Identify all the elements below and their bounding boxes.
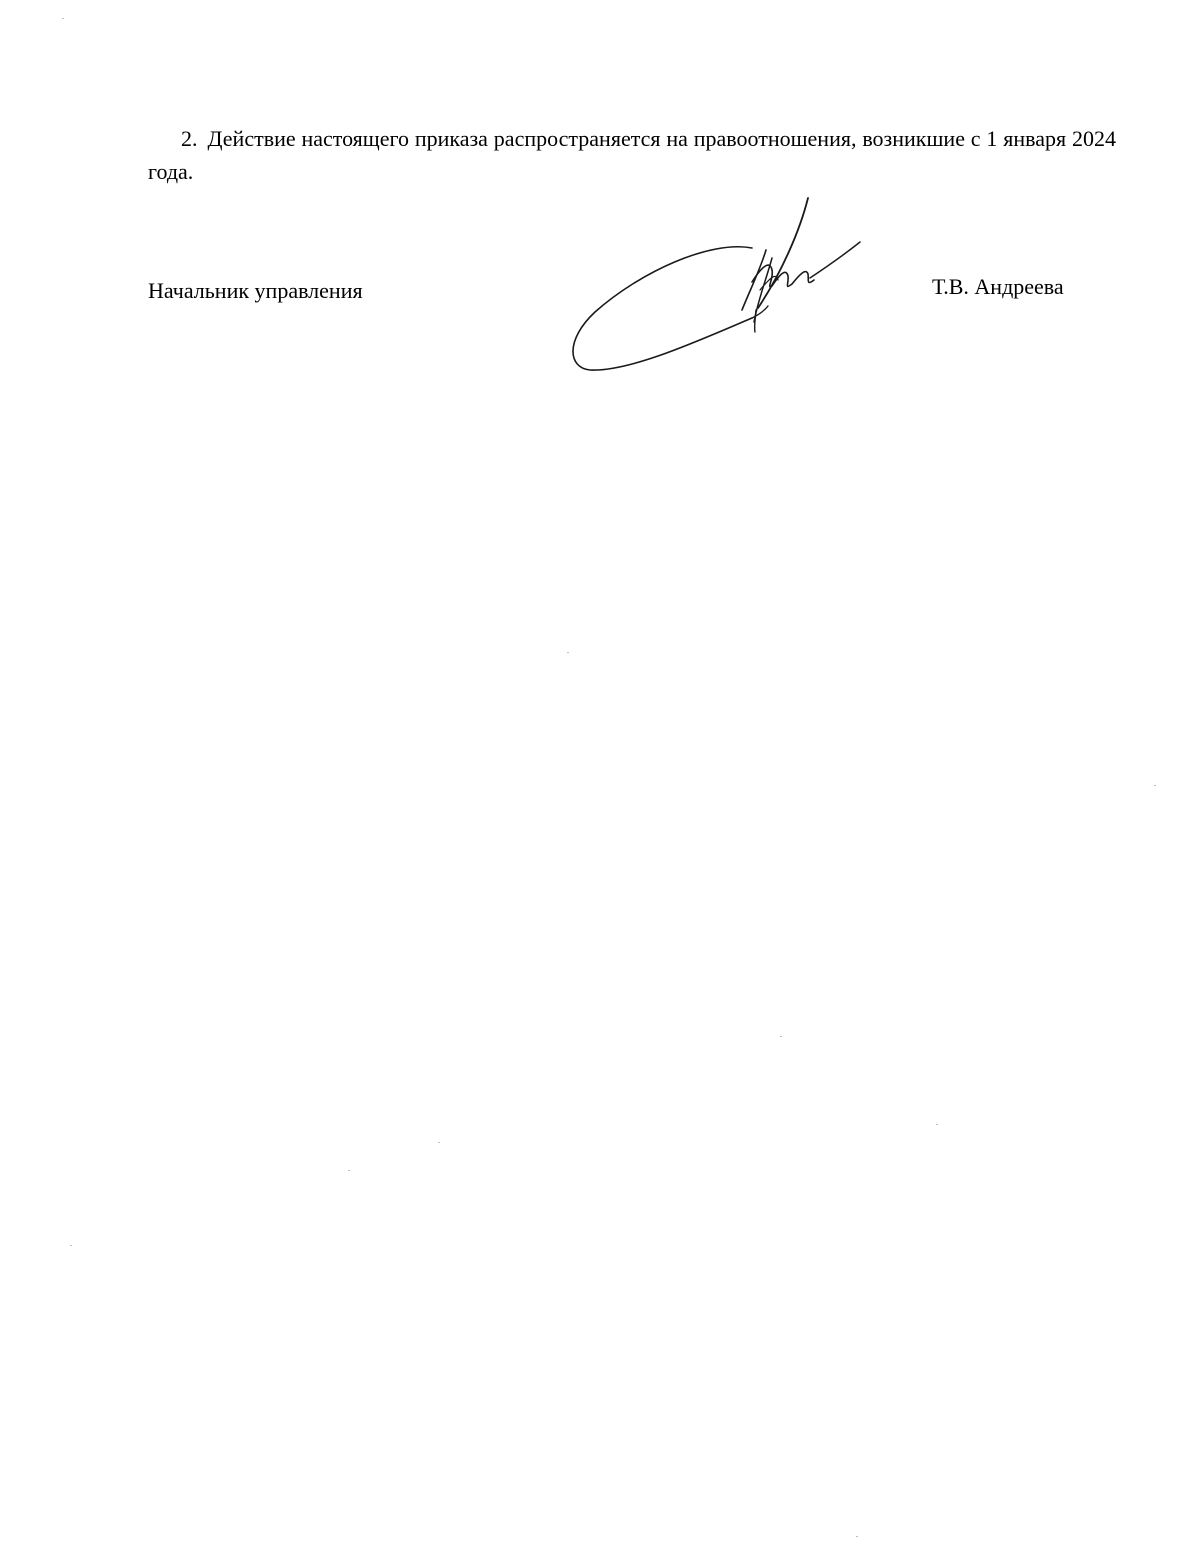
scan-speck (780, 1036, 782, 1037)
order-paragraph (148, 122, 1116, 188)
scan-speck (856, 1536, 858, 1537)
scan-speck (62, 18, 64, 19)
signatory-name: Т.В. Андреева (932, 274, 1064, 299)
signatory-position: Начальник управления (148, 278, 363, 303)
scan-speck (936, 1124, 938, 1125)
scan-speck (1154, 785, 1156, 786)
scan-speck (348, 1170, 350, 1171)
scan-speck (438, 1142, 440, 1143)
handwritten-signature (560, 190, 870, 380)
scan-speck (70, 1245, 72, 1246)
paragraph-number: 2. (181, 126, 198, 151)
scan-speck (567, 652, 569, 653)
paragraph-text: Действие настоящего приказа распространяется на правоотношения, возникшие с 1 января 2024 года. (148, 126, 1116, 184)
